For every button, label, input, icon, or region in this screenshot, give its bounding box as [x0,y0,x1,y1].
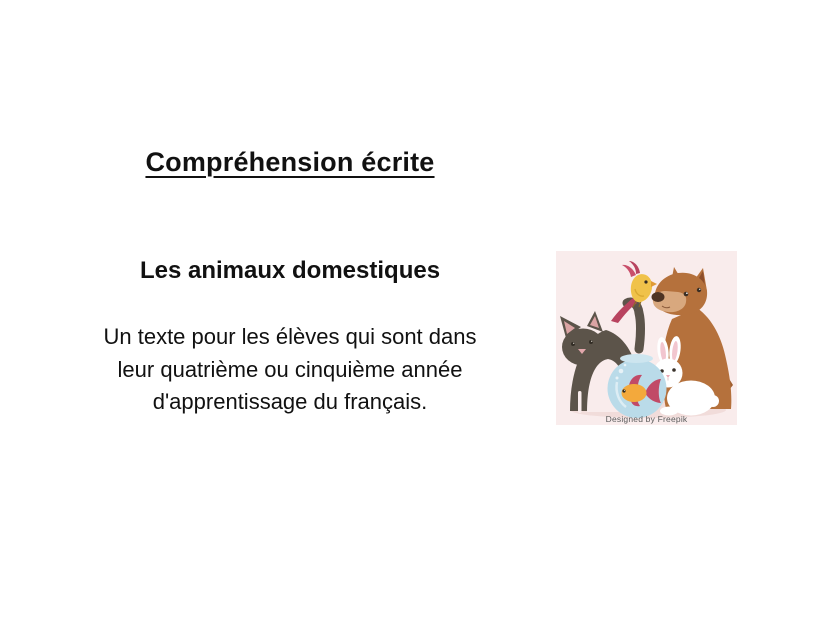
pets-illustration-graphic [556,251,737,425]
pets-illustration [556,251,737,425]
body-paragraph [85,321,495,419]
image-credit: Designed by Freepik [605,414,688,424]
body-line: d'apprentissage du français. [152,389,428,414]
section-title: Les animaux domestiques [139,257,441,284]
body-line: leur quatrième ou cinquième année [117,356,463,382]
page-title [85,147,495,178]
body-line: Un texte pour les élèves qui sont dans [103,324,477,349]
page-title-text: Compréhension écrite [145,147,435,177]
